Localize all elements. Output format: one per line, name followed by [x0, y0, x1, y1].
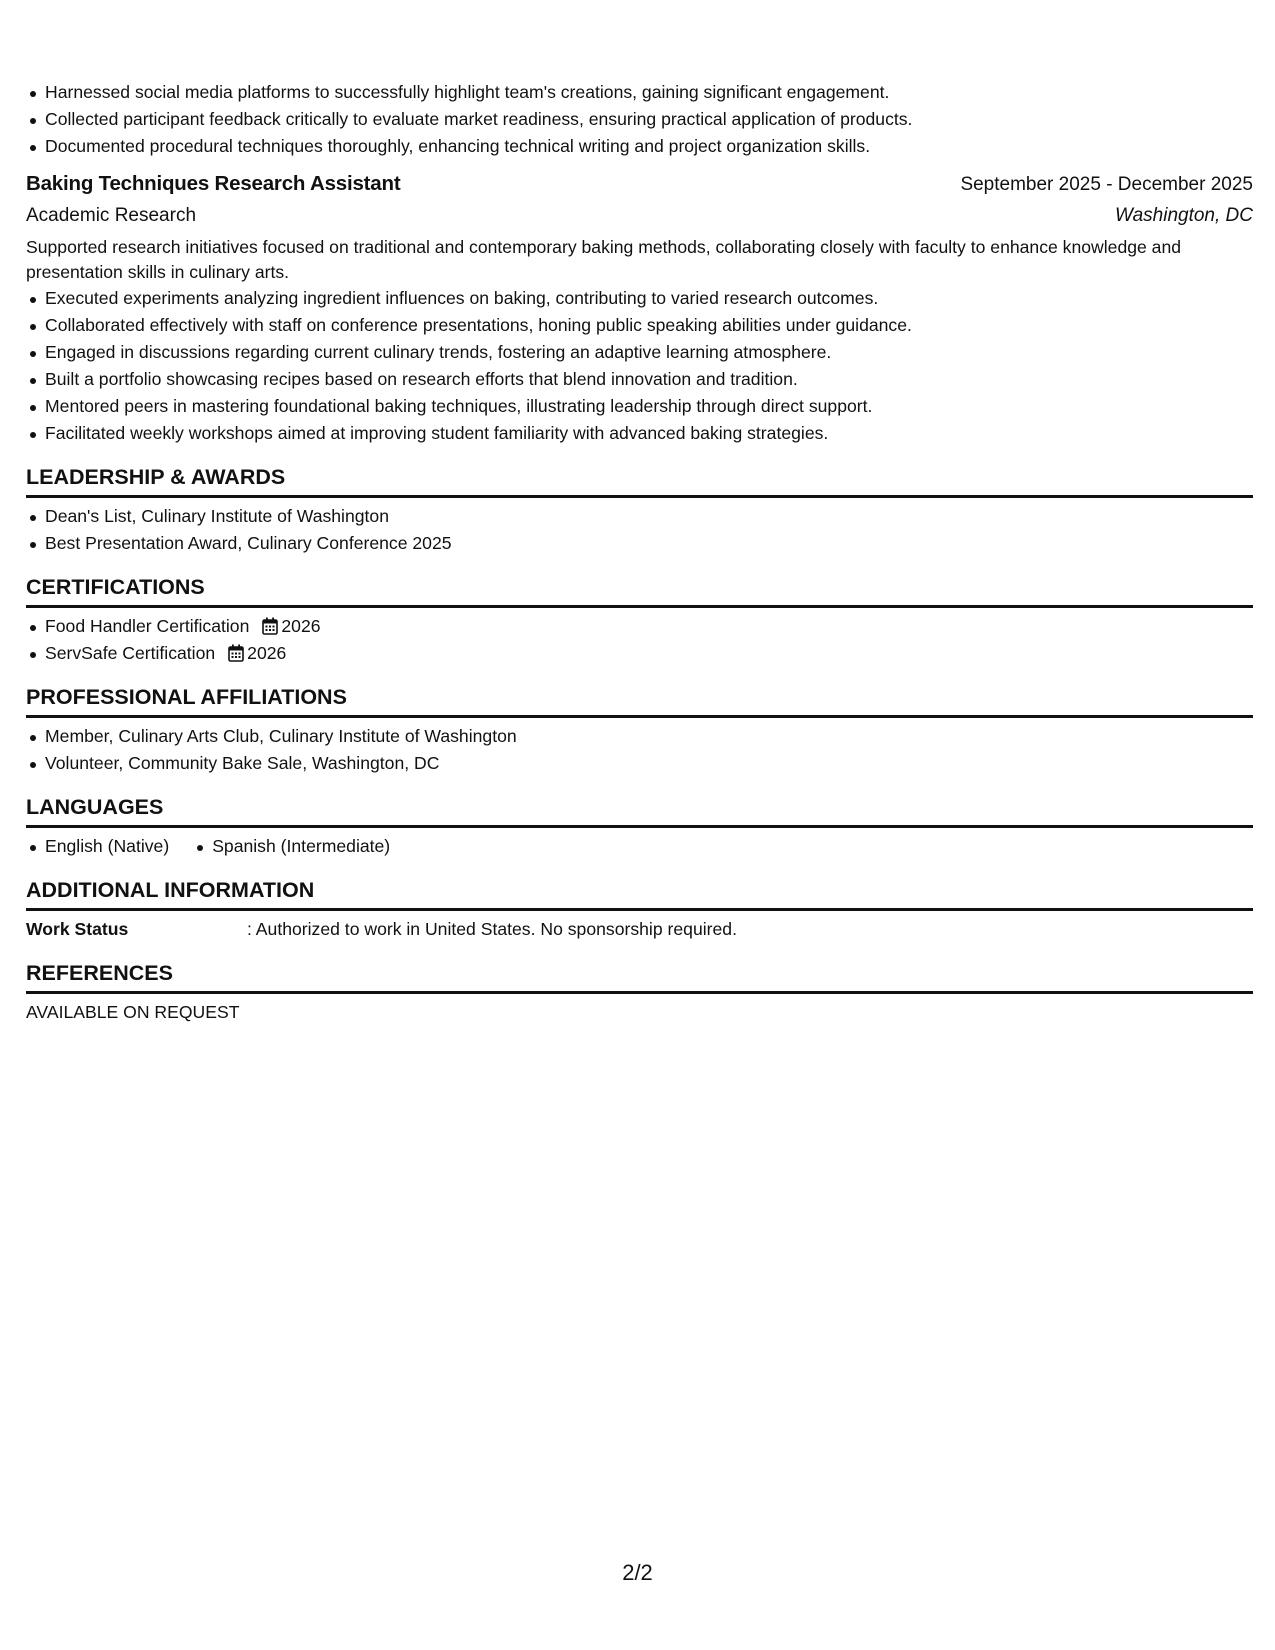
affiliations-section [26, 683, 1253, 777]
job-subheader [26, 202, 1253, 229]
additional-info-section [26, 876, 1253, 943]
continued-bullet-list [26, 79, 1253, 160]
section-title: PROFESSIONAL AFFILIATIONS [26, 683, 1253, 718]
languages-section [26, 793, 1253, 860]
job-dates: September 2025 - December 2025 [960, 174, 1253, 195]
work-status-value: : Authorized to work in United States. No sponsorship required. [247, 919, 737, 939]
certification-year: 2026 [281, 616, 321, 636]
calendar-icon [262, 617, 278, 635]
section-title: ADDITIONAL INFORMATION [26, 876, 1253, 911]
job-bullet-list [26, 285, 1253, 447]
list-item: Documented procedural techniques thoroughly, enhancing technical writing and project organization skills. [45, 133, 1253, 160]
list-item: Mentored peers in mastering foundational baking techniques, illustrating leadership through direct support. [45, 393, 1253, 420]
list-item: Best Presentation Award, Culinary Conference 2025 [45, 530, 1253, 557]
certification-year: 2026 [247, 643, 287, 663]
list-item [45, 613, 1253, 640]
references-section [26, 959, 1253, 1026]
list-item: Executed experiments analyzing ingredient influences on baking, contributing to varied research outcomes. [45, 285, 1253, 312]
job-header [26, 170, 1253, 198]
list-item: Volunteer, Community Bake Sale, Washington, DC [45, 750, 1253, 777]
calendar-icon [228, 644, 244, 662]
section-title: REFERENCES [26, 959, 1253, 994]
list-item [45, 640, 1253, 667]
list-item: English (Native) [45, 833, 169, 860]
list-item: Dean's List, Culinary Institute of Washington [45, 503, 1253, 530]
affiliations-list [26, 723, 1253, 777]
certifications-list [26, 613, 1253, 667]
section-title: LEADERSHIP & AWARDS [26, 463, 1253, 498]
list-item: Facilitated weekly workshops aimed at improving student familiarity with advanced baking strategies. [45, 420, 1253, 447]
work-status-row [26, 916, 1253, 943]
certifications-section [26, 573, 1253, 667]
job-location: Washington, DC [1115, 205, 1253, 226]
certification-name: Food Handler Certification [45, 616, 250, 636]
list-item: Spanish (Intermediate) [212, 833, 390, 860]
languages-list [26, 833, 1253, 860]
references-text: AVAILABLE ON REQUEST [26, 1002, 240, 1022]
list-item: Collaborated effectively with staff on conference presentations, honing public speaking abilities under guidance. [45, 312, 1253, 339]
resume-page [26, 79, 1253, 1026]
work-status-label: Work Status [26, 919, 129, 939]
section-title: LANGUAGES [26, 793, 1253, 828]
list-item: Built a portfolio showcasing recipes based on research efforts that blend innovation and tradition. [45, 366, 1253, 393]
leadership-list [26, 503, 1253, 557]
certification-name: ServSafe Certification [45, 643, 216, 663]
section-title: CERTIFICATIONS [26, 573, 1253, 608]
job-title: Baking Techniques Research Assistant [26, 172, 401, 195]
list-item: Member, Culinary Arts Club, Culinary Institute of Washington [45, 723, 1253, 750]
job-organization: Academic Research [26, 205, 197, 226]
leadership-section [26, 463, 1253, 557]
page-number: 2/2 [622, 1560, 653, 1585]
job-summary: Supported research initiatives focused on traditional and contemporary baking methods, collaborating closely with faculty to enhance knowledge and presentation skills in culinary arts. [26, 237, 1182, 282]
list-item: Harnessed social media platforms to successfully highlight team's creations, gaining significant engagement. [45, 79, 1253, 106]
list-item: Engaged in discussions regarding current culinary trends, fostering an adaptive learning atmosphere. [45, 339, 1253, 366]
list-item: Collected participant feedback critically to evaluate market readiness, ensuring practical application of products. [45, 106, 1253, 133]
